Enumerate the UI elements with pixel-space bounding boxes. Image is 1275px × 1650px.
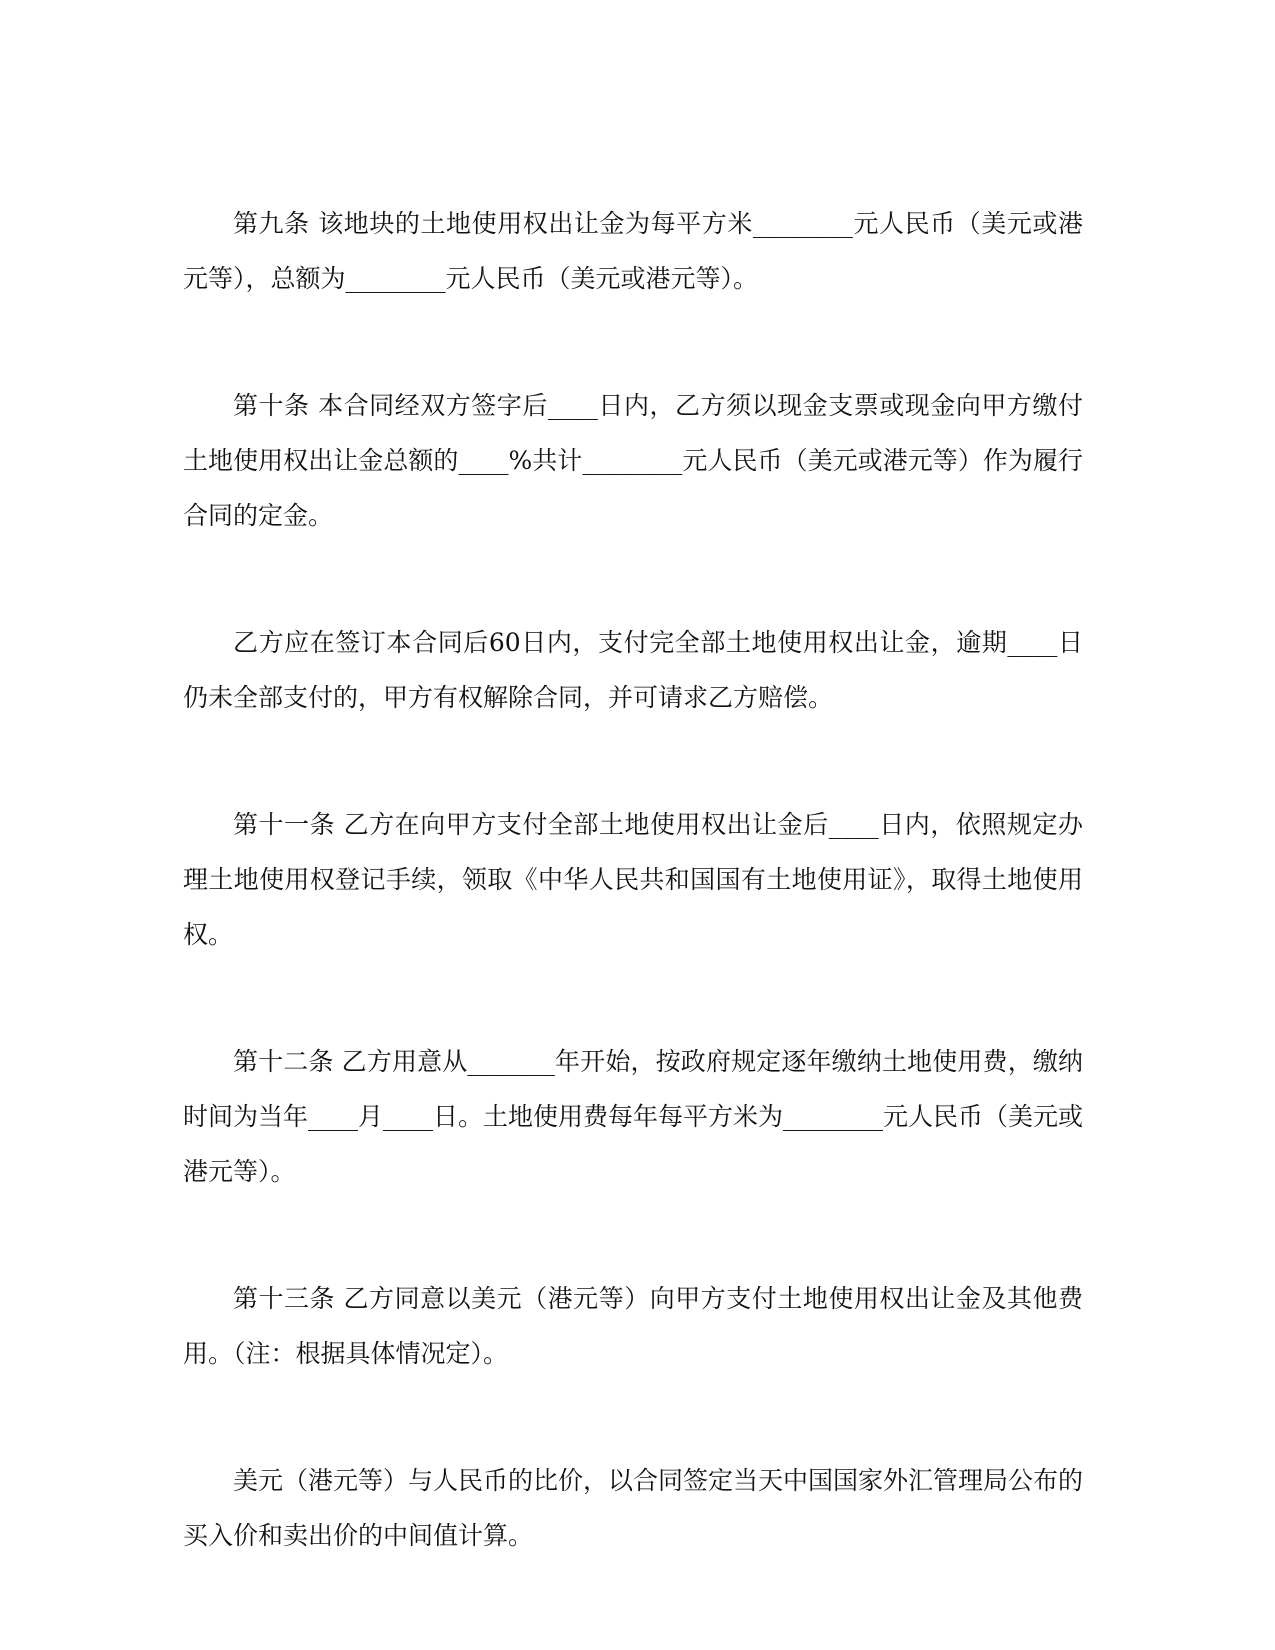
payment-deadline-paragraph: 乙方应在签订本合同后60日内，支付完全部土地使用权出让金，逾期____日仍未全部支付的，甲方有权解除合同，并可请求乙方赔偿。 bbox=[183, 628, 1083, 712]
document-body bbox=[183, 196, 1083, 1635]
exchange-rate-paragraph: 美元（港元等）与人民币的比价，以合同签定当天中国国家外汇管理局公布的买入价和卖出价的中间值计算。 bbox=[183, 1466, 1084, 1550]
clause-9-paragraph: 第九条 该地块的土地使用权出让金为每平方米________元人民币（美元或港元等），总额为________元人民币（美元或港元等）。 bbox=[183, 209, 1083, 293]
clause-12-paragraph: 第十二条 乙方用意从_______年开始，按政府规定逐年缴纳土地使用费，缴纳时间为当年____月____日。土地使用费每年每平方米为________元人民币（美元或港元等）。 bbox=[183, 1047, 1084, 1186]
clause-11-paragraph: 第十一条 乙方在向甲方支付全部土地使用权出让金后____日内，依照规定办理土地使用权登记手续，领取《中华人民共和国国有土地使用证》，取得土地使用权。 bbox=[183, 810, 1083, 949]
clause-13-paragraph: 第十三条 乙方同意以美元（港元等）向甲方支付土地使用权出让金及其他费用。（注：根据具体情况定）。 bbox=[183, 1284, 1083, 1368]
clause-10-paragraph: 第十条 本合同经双方签字后____日内，乙方须以现金支票或现金向甲方缴付土地使用权出让金总额的____%共计________元人民币（美元或港元等）作为履行合同的定金。 bbox=[183, 391, 1083, 530]
